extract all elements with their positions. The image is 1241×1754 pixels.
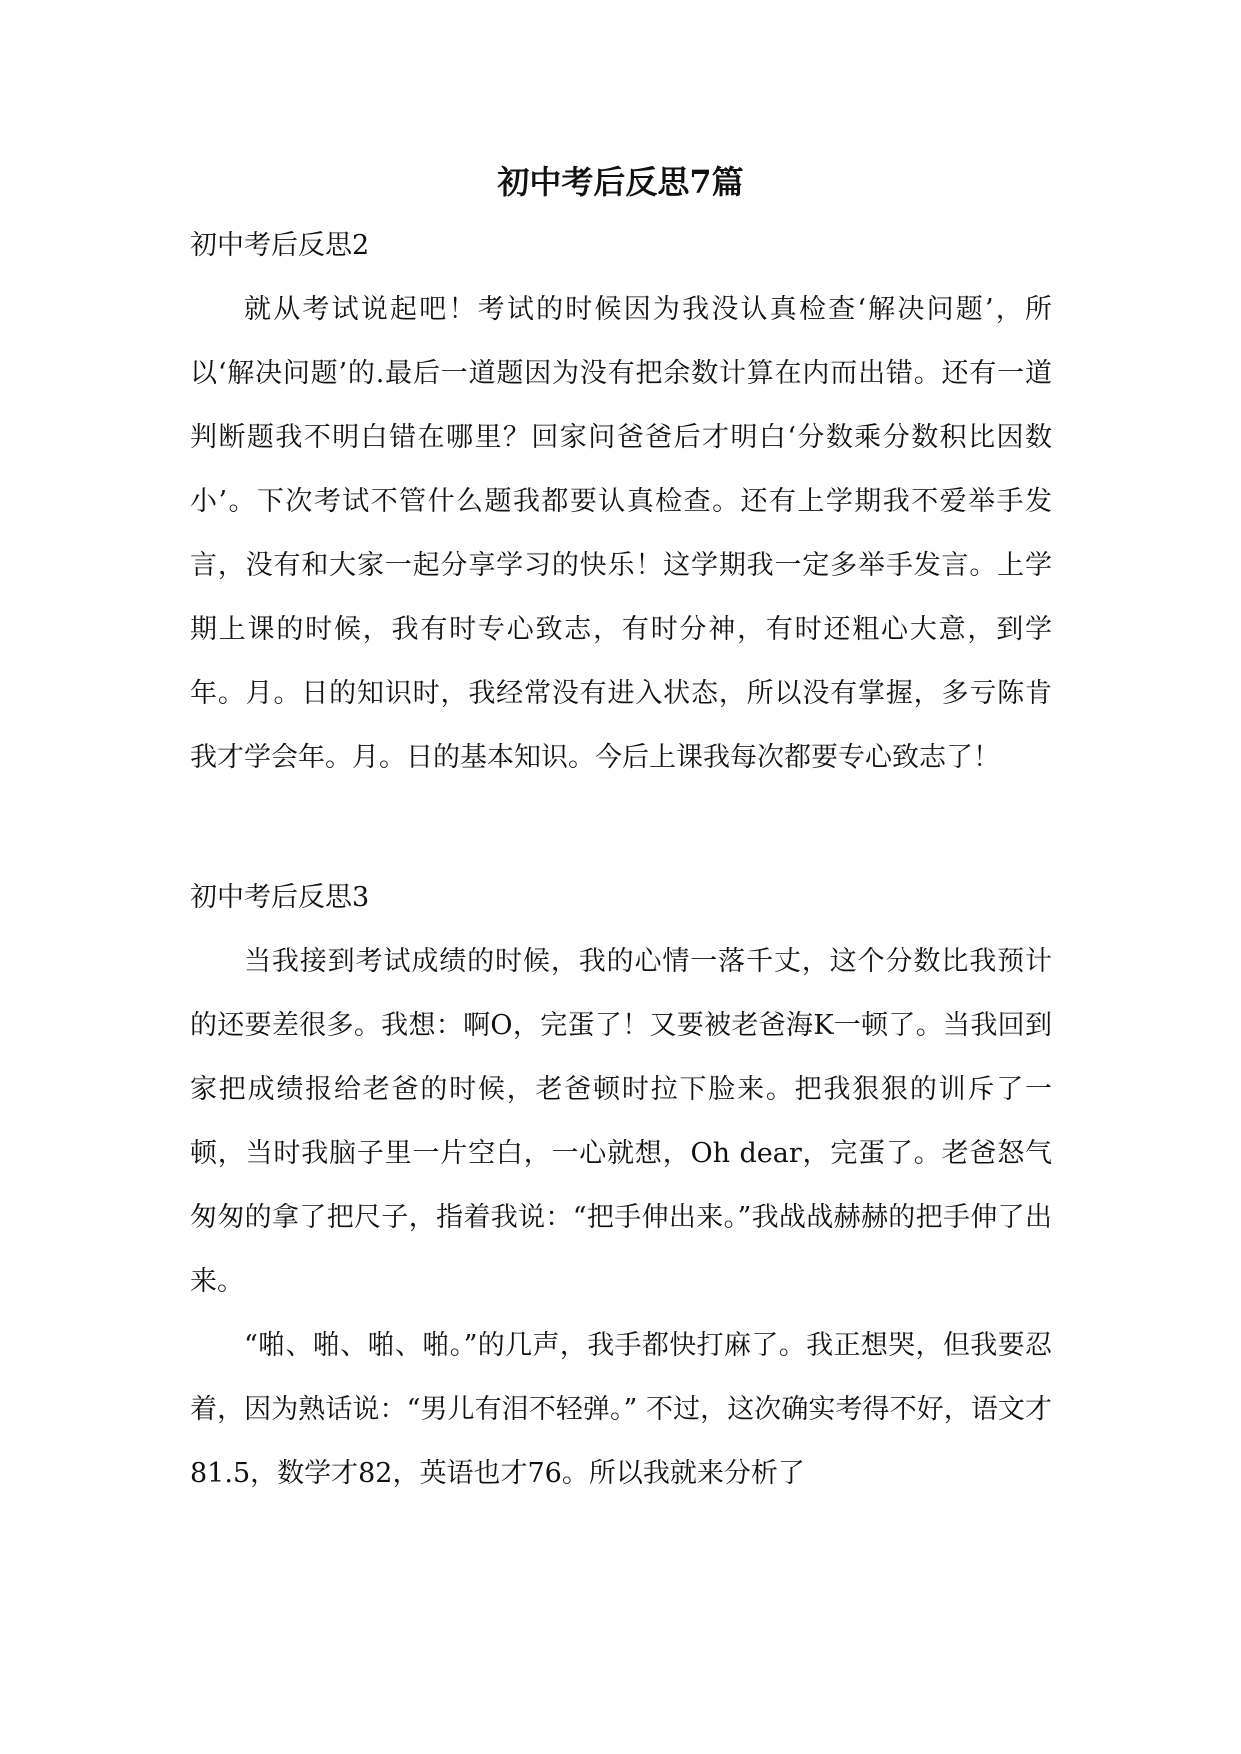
paragraph: 就从考试说起吧！考试的时候因为我没认真检查‘解决问题’，所以‘解决问题’的.最后一道题因为没有把余数计算在内而出错。还有一道判断题我不明白错在哪里？回家问爸爸后才明白‘分数乘分数积比因数小’。下次考试不管什么题我都要认真检查。还有上学期我不爱举手发言，没有和大家一起分享学习的快乐！这学期我一定多举手发言。上学期上课的时候，我有时专心致志，有时分神，有时还粗心大意，到学年。月。日的知识时，我经常没有进入状态，所以没有掌握，多亏陈肯我才学会年。月。日的基本知识。今后上课我每次都要专心致志了！ [190, 294, 1052, 773]
section-heading: 初中考后反思3 [190, 882, 370, 913]
section-reflection-3 [190, 880, 1052, 1506]
section-heading: 初中考后反思2 [190, 230, 370, 261]
document-body [190, 228, 1052, 1506]
paragraph: “啪、啪、啪、啪。”的几声，我手都快打麻了。我正想哭，但我要忍着，因为熟话说：“男儿有泪不轻弹。” 不过，这次确实考得不好，语文才81.5，数学才82，英语也才76。所以我就来分析了 [190, 1330, 1052, 1489]
page-title: 初中考后反思7篇 [497, 163, 744, 201]
section-reflection-2 [190, 228, 1052, 790]
paragraph: 当我接到考试成绩的时候，我的心情一落千丈，这个分数比我预计的还要差很多。我想：啊O，完蛋了！又要被老爸海K一顿了。当我回到家把成绩报给老爸的时候，老爸顿时拉下脸来。把我狠狠的训斥了一顿，当时我脑子里一片空白，一心就想，Oh dear，完蛋了。老爸怒气匆匆的拿了把尺子，指着我说：“把手伸出来。”我战战赫赫的把手伸了出来。 [190, 946, 1052, 1297]
